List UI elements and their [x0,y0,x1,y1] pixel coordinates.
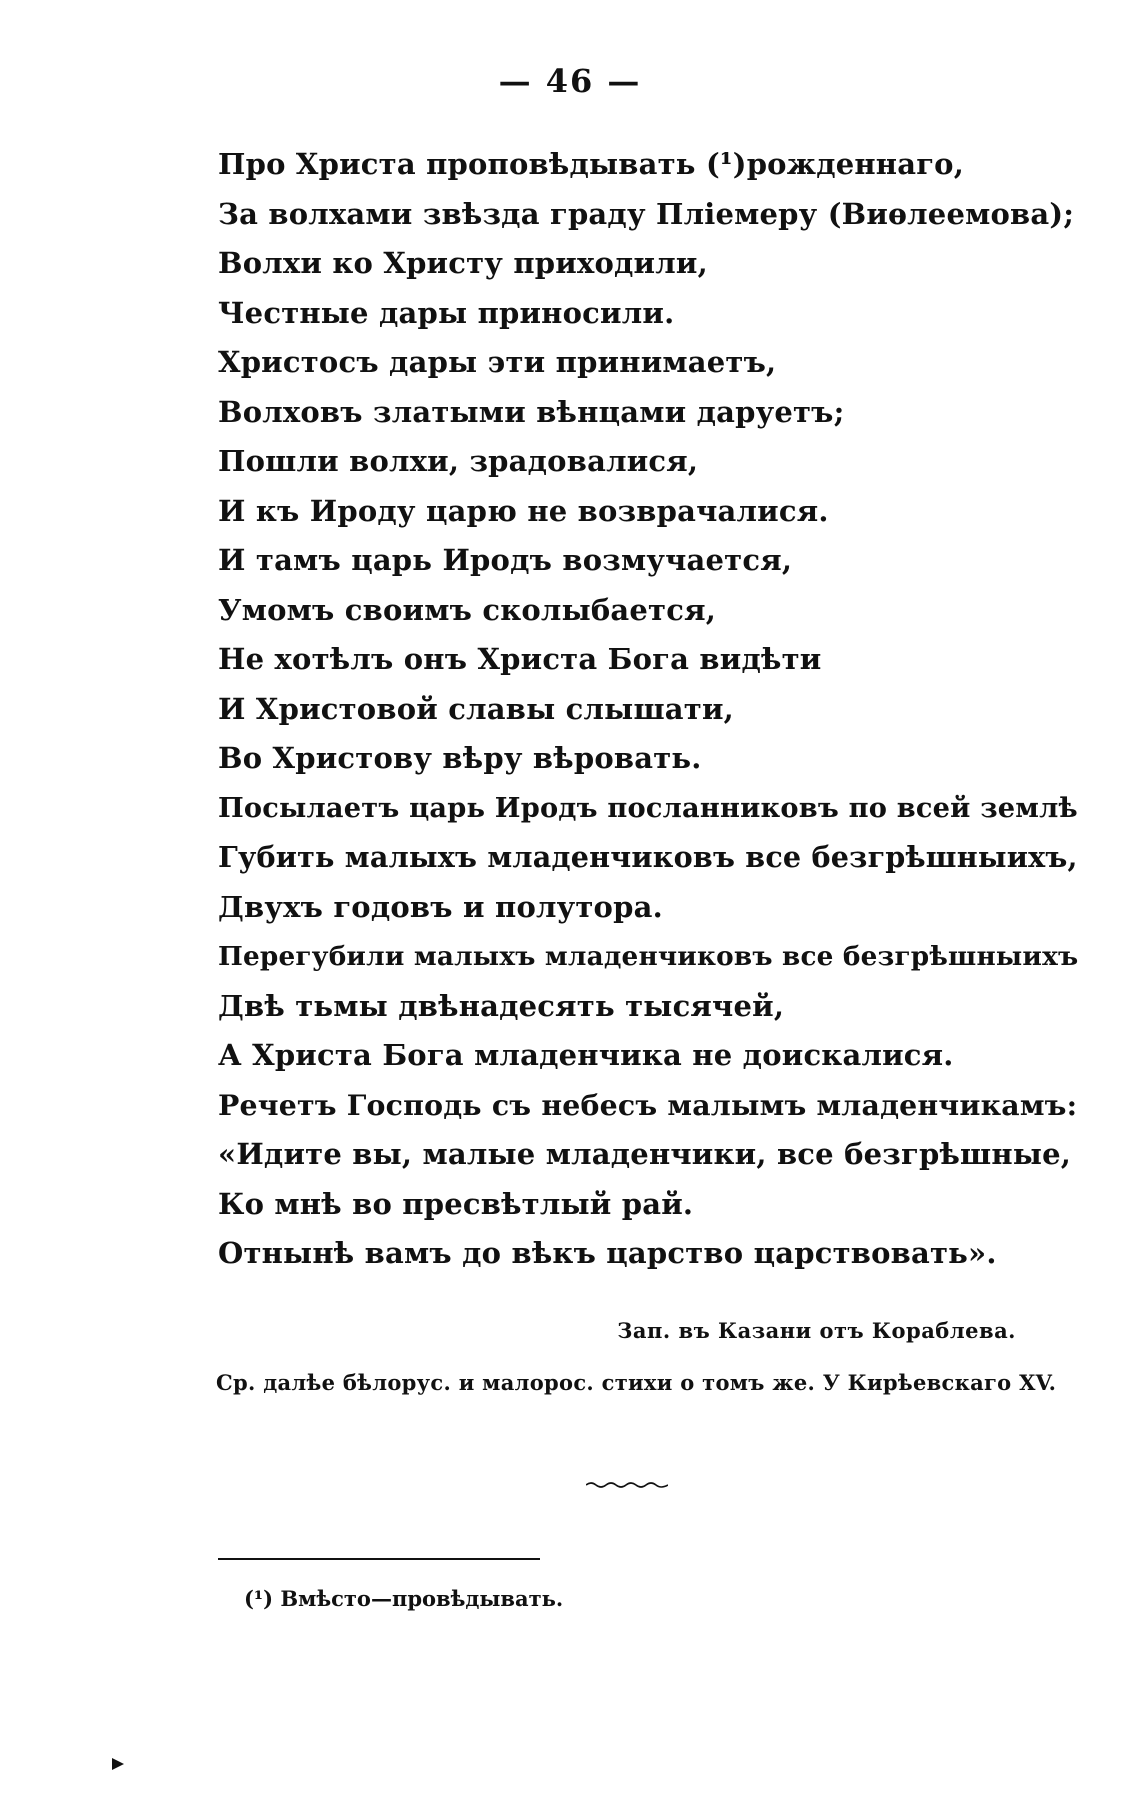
verse-line: А Христа Бога младенчика не доискалися. [218,1038,954,1072]
verse-line: Речетъ Господь съ небесъ малымъ младенчикамъ: [218,1087,1078,1122]
comparison-note: Ср. далѣе бѣлорус. и малорос. стихи о томъ же. У Кирѣевскаго XV. [216,1370,1057,1395]
verse-line: Посылаетъ царь Иродъ посланниковъ по всей землѣ [218,791,1078,824]
verse-line: И къ Ироду царю не возврачалися. [218,493,829,528]
verse-line: И Христовой славы слышати, [218,691,734,726]
verse-line: Христосъ дары эти принимаетъ, [218,345,777,379]
source-note: Зап. въ Казани отъ Кораблева. [617,1318,1016,1343]
verse-text [218,140,1078,1279]
verse-line: И тамъ царь Иродъ возмучается, [218,543,793,577]
verse-line: «Идите вы, малые младенчики, все безгрѣшные, [218,1137,1072,1171]
verse-line: Ко мнѣ во пресвѣтлый рай. [218,1186,694,1221]
verse-line: Губить малыхъ младенчиковъ все безгрѣшныихъ, [218,840,1078,874]
section-divider-ornament [586,1480,668,1490]
verse-line: Не хотѣлъ онъ Христа Бога видѣти [218,642,822,676]
footnote: (¹) Вмѣсто—провѣдывать. [244,1586,564,1611]
verse-line: Умомъ своимъ сколыбается, [218,592,716,627]
footnote-rule [218,1558,540,1560]
verse-line: Волховъ златыми вѣнцами даруетъ; [218,394,845,429]
verse-line: Про Христа проповѣдывать (¹)рожденнаго, [218,147,965,181]
verse-line: За волхами звѣзда граду Пліемеру (Виѳлеемова); [218,196,1075,231]
verse-line: Честные дары приносили. [218,295,675,330]
page-number: — 46 — [498,62,642,100]
verse-line: Двѣ тьмы двѣнадесять тысячей, [218,988,785,1023]
verse-line: Волхи ко Христу приходили, [218,246,708,280]
verse-line: Пошли волхи, зрадовалися, [218,444,699,478]
verse-line: Перегубили малыхъ младенчиковъ все безгрѣшныихъ [218,941,1079,972]
verse-line: Во Христову вѣру вѣровать. [218,741,702,775]
verse-line: Двухъ годовъ и полутора. [218,889,663,924]
verse-line: Отнынѣ вамъ до вѣкъ царство царствовать». [218,1236,997,1270]
margin-mark [112,1758,124,1770]
